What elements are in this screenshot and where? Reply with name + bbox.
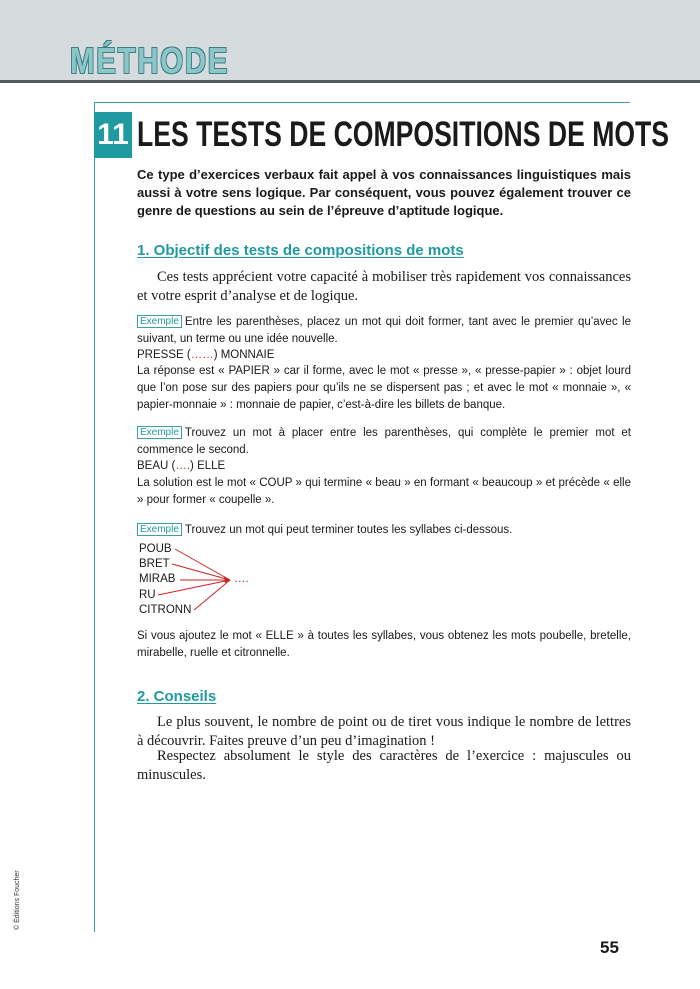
puzzle-dots: …… [190, 349, 214, 361]
syllable-4: RU [139, 589, 156, 601]
page-number: 55 [600, 938, 619, 957]
syllable-1: POUB [139, 543, 172, 555]
copyright-notice: © Éditions Foucher [14, 870, 21, 930]
section-label: MÉTHODE [70, 40, 230, 81]
example-2-answer: La solution est le mot « COUP » qui termine « beau » en formant « beaucoup » et précède « elle » pour former « coupelle ». [137, 477, 631, 506]
arrow-line-5 [194, 580, 230, 610]
arrow-line-2 [172, 564, 230, 580]
syllable-5: CITRONN [139, 604, 192, 616]
syllable-3: MIRAB [139, 573, 176, 585]
example-tag: Exemple [137, 426, 182, 439]
puzzle-left: BEAU ( [137, 460, 176, 472]
section-2-paragraph-2 [137, 747, 631, 785]
example-tag: Exemple [137, 523, 182, 536]
example-1-answer: La réponse est « PAPIER » car il forme, avec le mot « presse », « presse-papier » : objet lourd que l’on pose sur des papiers pour qu’ils ne se dispersent pas ; et avec le mot « monnaie », « papier-monnaie » : monnaie de papier, c’est-à-dire les billets de banque. [137, 365, 631, 411]
section-2-text-2: Respectez absolument le style des caractères de l’exercice : majuscules ou minuscules. [137, 748, 631, 783]
puzzle-right: ) MONNAIE [213, 349, 275, 361]
arrow-line-1 [175, 549, 230, 580]
puzzle-left: PRESSE ( [137, 349, 191, 361]
intro-paragraph: Ce type d’exercices verbaux fait appel à vos connaissances linguistiques mais aussi à votre sens logique. Par conséquent, vous pouvez également trouver ce genre de questions au sein de l’épreuve d’aptitude logique. [137, 167, 631, 218]
section-1-text: Ces tests apprécient votre capacité à mobiliser très rapidement vos connaissances et votre esprit d’analyse et de logique. [137, 269, 631, 304]
example-1-question-text: Entre les parenthèses, placez un mot qui doit former, tant avec le premier qu’avec le suivant, un terme ou une idée nouvelle. [137, 316, 631, 345]
example-3-question-text: Trouvez un mot qui peut terminer toutes les syllabes ci-dessous. [184, 524, 513, 536]
section-2-title: 2. Conseils [137, 688, 217, 705]
chapter-number: 11 [94, 112, 132, 158]
example-2-question-text: Trouvez un mot à placer entre les parenthèses, qui complète le premier mot et commence le second. [137, 427, 631, 456]
syllable-2: BRET [139, 558, 170, 570]
target-dots: …. [234, 573, 249, 585]
chapter-title: LES TESTS DE COMPOSITIONS DE MOTS [137, 115, 670, 154]
example-tag: Exemple [137, 315, 182, 328]
puzzle-dots: …. [175, 460, 191, 472]
example-3-answer: Si vous ajoutez le mot « ELLE » à toutes les syllabes, vous obtenez les mots poubelle, bretelle, mirabelle, ruelle et citronnelle. [137, 630, 631, 659]
section-2-paragraph-1 [137, 713, 631, 751]
section-2-text-1: Le plus souvent, le nombre de point ou de tiret vous indique le nombre de lettres à découvrir. Faites preuve d’un peu d’imagination ! [137, 714, 631, 749]
section-1-title: 1. Objectif des tests de compositions de mots [137, 242, 464, 259]
arrow-line-4 [158, 580, 230, 595]
puzzle-right: ) ELLE [190, 460, 226, 472]
